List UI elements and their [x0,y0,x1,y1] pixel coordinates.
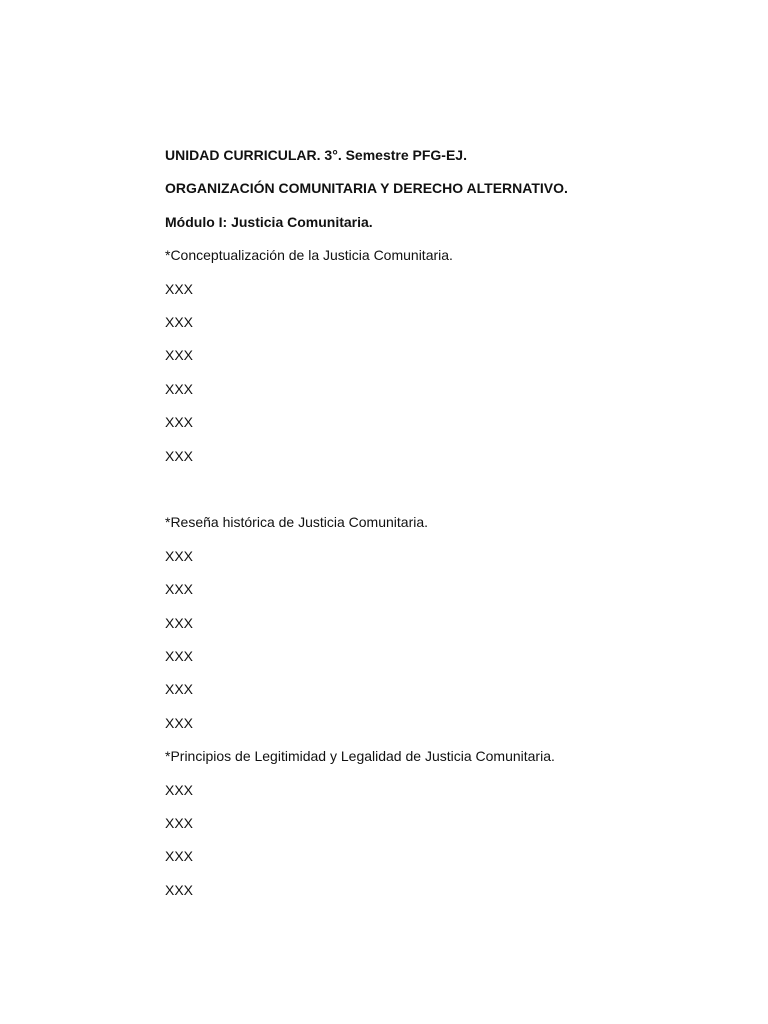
list-item: XXX [165,581,194,597]
list-item: XXX [165,314,194,330]
list-item: XXX [165,848,194,864]
list-item: XXX [165,715,194,731]
course-heading: ORGANIZACIÓN COMUNITARIA Y DERECHO ALTERNATIVO. [165,180,568,196]
section-title: *Reseña histórica de Justicia Comunitaria. [165,514,429,530]
list-item: XXX [165,414,194,430]
section-title: *Conceptualización de la Justicia Comunitaria. [165,247,453,263]
unit-heading: UNIDAD CURRICULAR. 3°. Semestre PFG-EJ. [165,147,467,163]
list-item: XXX [165,815,194,831]
list-item: XXX [165,347,194,363]
list-item: XXX [165,882,194,898]
list-item: XXX [165,281,194,297]
list-item: XXX [165,782,194,798]
list-item: XXX [165,448,194,464]
list-item: XXX [165,381,194,397]
section-title: *Principios de Legitimidad y Legalidad de Justicia Comunitaria. [165,748,555,764]
list-item: XXX [165,648,194,664]
list-item: XXX [165,548,194,564]
module-heading: Módulo I: Justicia Comunitaria. [165,214,373,230]
list-item: XXX [165,615,194,631]
list-item: XXX [165,681,194,697]
